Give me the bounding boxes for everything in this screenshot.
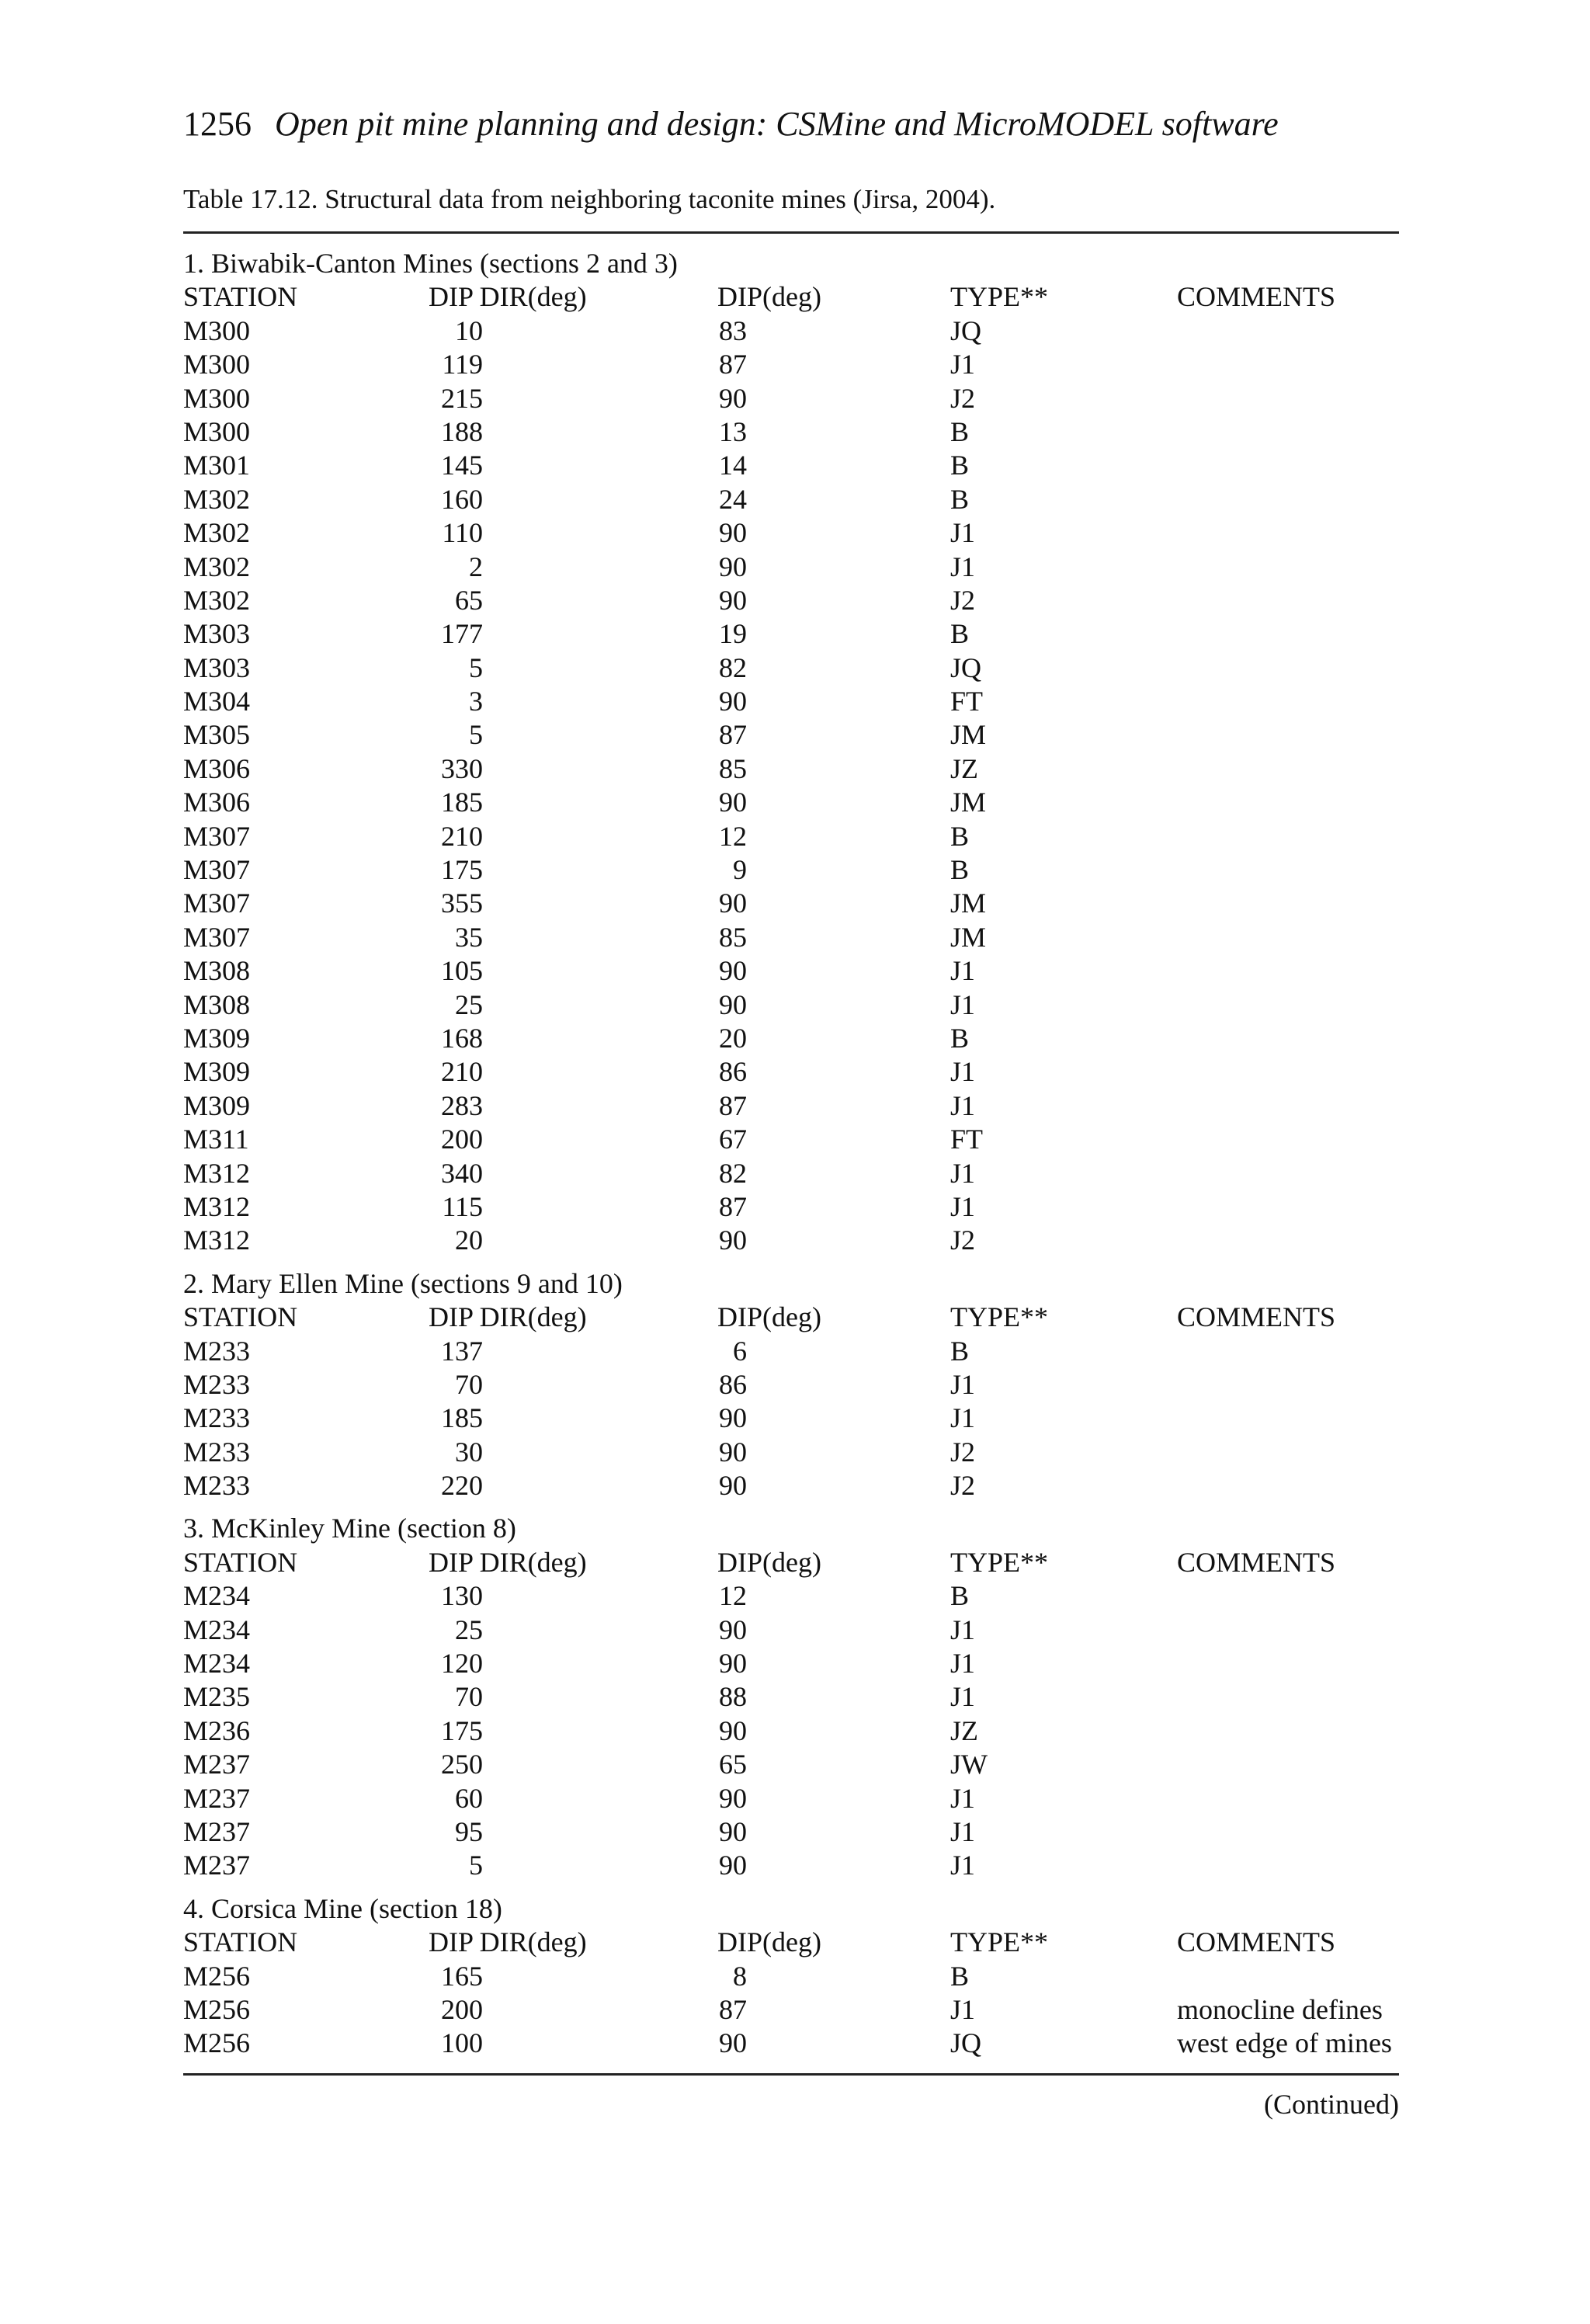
cell-dip-dir: 100: [441, 2027, 483, 2059]
cell-station: M234: [183, 1648, 251, 1680]
table-row: [183, 1782, 1399, 1815]
table-row: [183, 1748, 1399, 1781]
cell-dip-dir: 5: [469, 1850, 483, 1881]
cell-type: JQ: [950, 651, 982, 683]
cell-dip-dir: 177: [441, 618, 483, 650]
cell-dip: 90: [719, 1402, 747, 1434]
cell-dip: 67: [719, 1124, 747, 1155]
section-title: 4. Corsica Mine (section 18): [183, 1892, 502, 1924]
section-title: 1. Biwabik-Canton Mines (sections 2 and 3): [183, 248, 678, 279]
column-header-dip-dir: DIP DIR(deg): [429, 1301, 587, 1333]
cell-comments: west edge of mines: [1177, 2027, 1392, 2059]
table-row: [183, 1157, 1399, 1190]
table-row: [183, 1614, 1399, 1647]
cell-type: B: [950, 415, 970, 447]
cell-type: FT: [950, 686, 984, 717]
cell-type: J1: [950, 1614, 976, 1645]
cell-station: M307: [183, 888, 251, 919]
cell-dip: 90: [719, 1436, 747, 1468]
cell-station: M306: [183, 752, 251, 784]
cell-station: M233: [183, 1402, 251, 1434]
cell-dip: 65: [719, 1749, 747, 1780]
cell-type: J1: [950, 1782, 976, 1814]
cell-type: J1: [950, 988, 976, 1020]
column-header-type: TYPE**: [950, 1926, 1048, 1958]
cell-type: J1: [950, 1402, 976, 1434]
cell-type: J1: [950, 1681, 976, 1713]
cell-dip-dir: 105: [441, 955, 483, 987]
column-header-station: STATION: [183, 1926, 298, 1958]
table-row: [183, 584, 1399, 617]
table-row: [183, 1123, 1399, 1156]
cell-dip: 83: [719, 314, 747, 346]
cell-type: B: [950, 1335, 970, 1367]
cell-dip-dir: 5: [469, 651, 483, 683]
cell-type: JZ: [950, 1714, 978, 1746]
cell-dip: 87: [719, 1993, 747, 2025]
cell-dip-dir: 145: [441, 450, 483, 481]
cell-station: M302: [183, 584, 251, 616]
cell-station: M256: [183, 2027, 251, 2059]
table-row: [183, 820, 1399, 853]
cell-dip: 90: [719, 888, 747, 919]
cell-type: B: [950, 483, 970, 515]
table-row: [183, 954, 1399, 988]
column-header-dip: DIP(deg): [717, 281, 821, 313]
table-row: [183, 2027, 1399, 2060]
table-row: [183, 551, 1399, 584]
column-header-dip: DIP(deg): [717, 1301, 821, 1333]
cell-dip-dir: 20: [455, 1225, 483, 1256]
cell-station: M300: [183, 415, 251, 447]
cell-dip-dir: 283: [441, 1089, 483, 1121]
table-row: [183, 1960, 1399, 1993]
cell-station: M307: [183, 854, 251, 886]
table-row: [183, 1436, 1399, 1469]
cell-dip-dir: 330: [441, 752, 483, 784]
column-header-type: TYPE**: [950, 281, 1048, 313]
cell-station: M233: [183, 1335, 251, 1367]
column-header-comments: COMMENTS: [1177, 1546, 1336, 1578]
cell-station: M256: [183, 1993, 251, 2025]
cell-station: M237: [183, 1749, 251, 1780]
cell-type: FT: [950, 1124, 984, 1155]
cell-dip-dir: 60: [455, 1782, 483, 1814]
cell-dip: 90: [719, 382, 747, 414]
cell-dip-dir: 130: [441, 1580, 483, 1612]
cell-dip-dir: 355: [441, 888, 483, 919]
table-row: [183, 415, 1399, 449]
column-header-type: TYPE**: [950, 1301, 1048, 1333]
cell-type: J1: [950, 1157, 976, 1189]
cell-station: M302: [183, 517, 251, 549]
cell-dip: 85: [719, 921, 747, 953]
cell-dip-dir: 185: [441, 787, 483, 818]
cell-dip: 87: [719, 1190, 747, 1222]
table-row: [183, 1815, 1399, 1849]
cell-type: JQ: [950, 2027, 982, 2059]
cell-dip: 24: [719, 483, 747, 515]
cell-station: M301: [183, 450, 251, 481]
cell-type: J2: [950, 1470, 976, 1502]
cell-station: M307: [183, 820, 251, 852]
cell-dip: 90: [719, 1225, 747, 1256]
table-section: [183, 247, 1399, 1258]
cell-dip-dir: 70: [455, 1368, 483, 1400]
cell-station: M300: [183, 314, 251, 346]
cell-type: B: [950, 1580, 970, 1612]
cell-dip-dir: 220: [441, 1470, 483, 1502]
cell-dip: 12: [719, 1580, 747, 1612]
cell-comments: monocline defines: [1177, 1993, 1383, 2025]
table-row: [183, 382, 1399, 415]
cell-dip-dir: 185: [441, 1402, 483, 1434]
cell-type: JM: [950, 719, 987, 751]
cell-station: M312: [183, 1225, 251, 1256]
cell-dip: 90: [719, 584, 747, 616]
cell-type: B: [950, 1022, 970, 1054]
table-row: [183, 449, 1399, 482]
column-header-dip-dir: DIP DIR(deg): [429, 1546, 587, 1578]
cell-dip: 14: [719, 450, 747, 481]
cell-dip-dir: 70: [455, 1681, 483, 1713]
cell-dip-dir: 2: [469, 551, 483, 582]
cell-dip-dir: 25: [455, 1614, 483, 1645]
table-row: [183, 1089, 1399, 1123]
cell-dip-dir: 35: [455, 921, 483, 953]
table-row: [183, 314, 1399, 348]
cell-dip-dir: 137: [441, 1335, 483, 1367]
cell-station: M306: [183, 787, 251, 818]
cell-station: M309: [183, 1089, 251, 1121]
cell-station: M300: [183, 382, 251, 414]
table-section: [183, 1892, 1399, 2061]
cell-dip: 90: [719, 686, 747, 717]
cell-dip: 90: [719, 1470, 747, 1502]
table-row: [183, 718, 1399, 752]
column-header-dip-dir: DIP DIR(deg): [429, 281, 587, 313]
table-row: [183, 887, 1399, 920]
cell-type: JQ: [950, 314, 982, 346]
running-head: [183, 101, 1279, 148]
cell-dip: 88: [719, 1681, 747, 1713]
cell-dip: 87: [719, 719, 747, 751]
cell-dip-dir: 110: [442, 517, 483, 549]
cell-station: M303: [183, 651, 251, 683]
cell-dip: 90: [719, 988, 747, 1020]
cell-dip: 85: [719, 752, 747, 784]
table-row: [183, 1714, 1399, 1748]
cell-type: JW: [950, 1749, 988, 1780]
cell-dip-dir: 200: [441, 1993, 483, 2025]
cell-station: M305: [183, 719, 251, 751]
cell-dip: 87: [719, 1089, 747, 1121]
cell-station: M309: [183, 1056, 251, 1088]
cell-station: M304: [183, 686, 251, 717]
cell-station: M237: [183, 1782, 251, 1814]
cell-type: J1: [950, 1089, 976, 1121]
cell-station: M312: [183, 1190, 251, 1222]
cell-type: J2: [950, 382, 976, 414]
cell-dip: 90: [719, 1850, 747, 1881]
cell-type: JZ: [950, 752, 978, 784]
cell-type: B: [950, 1960, 970, 1992]
cell-type: J1: [950, 1648, 976, 1680]
cell-type: J1: [950, 1056, 976, 1088]
page-number: 1256: [183, 105, 252, 143]
cell-type: B: [950, 450, 970, 481]
cell-station: M307: [183, 921, 251, 953]
cell-dip: 13: [719, 415, 747, 447]
cell-type: J1: [950, 1993, 976, 2025]
cell-dip-dir: 115: [442, 1190, 483, 1222]
table-row: [183, 1022, 1399, 1055]
column-header-row: [183, 1926, 1399, 1959]
cell-dip-dir: 160: [441, 483, 483, 515]
cell-dip: 90: [719, 1714, 747, 1746]
column-header-comments: COMMENTS: [1177, 1926, 1336, 1958]
cell-station: M233: [183, 1470, 251, 1502]
section-title: 3. McKinley Mine (section 8): [183, 1513, 516, 1544]
cell-station: M233: [183, 1368, 251, 1400]
table-row: [183, 651, 1399, 685]
cell-dip: 90: [719, 955, 747, 987]
cell-dip: 82: [719, 651, 747, 683]
column-header-row: [183, 1301, 1399, 1334]
column-header-type: TYPE**: [950, 1546, 1048, 1578]
cell-type: J2: [950, 584, 976, 616]
cell-dip: 90: [719, 1648, 747, 1680]
cell-station: M234: [183, 1614, 251, 1645]
table-row: [183, 1647, 1399, 1680]
table-row: [183, 348, 1399, 381]
cell-station: M302: [183, 483, 251, 515]
table-row: [183, 988, 1399, 1022]
cell-station: M235: [183, 1681, 251, 1713]
cell-dip-dir: 119: [442, 349, 483, 380]
cell-type: J1: [950, 955, 976, 987]
cell-type: J1: [950, 517, 976, 549]
cell-dip: 20: [719, 1022, 747, 1054]
table-row: [183, 1055, 1399, 1089]
table-section: [183, 1267, 1399, 1503]
cell-dip-dir: 175: [441, 854, 483, 886]
table-caption: Table 17.12. Structural data from neighboring taconite mines (Jirsa, 2004).: [183, 184, 996, 214]
cell-dip: 90: [719, 517, 747, 549]
cell-station: M237: [183, 1815, 251, 1847]
column-header-dip-dir: DIP DIR(deg): [429, 1926, 587, 1958]
cell-station: M300: [183, 349, 251, 380]
table-row: [183, 617, 1399, 651]
cell-dip: 90: [719, 1614, 747, 1645]
cell-dip: 87: [719, 349, 747, 380]
column-header-station: STATION: [183, 281, 298, 313]
cell-station: M309: [183, 1022, 251, 1054]
cell-dip-dir: 65: [455, 584, 483, 616]
cell-type: J1: [950, 1815, 976, 1847]
cell-station: M308: [183, 955, 251, 987]
cell-dip: 8: [733, 1960, 747, 1992]
column-header-station: STATION: [183, 1546, 298, 1578]
table-row: [183, 516, 1399, 550]
cell-dip-dir: 210: [441, 1056, 483, 1088]
cell-dip-dir: 215: [441, 382, 483, 414]
cell-dip-dir: 168: [441, 1022, 483, 1054]
table-row: [183, 1469, 1399, 1502]
cell-dip: 90: [719, 1782, 747, 1814]
table-bottom-rule: [183, 2073, 1399, 2076]
cell-station: M234: [183, 1580, 251, 1612]
table-row: [183, 685, 1399, 718]
column-header-dip: DIP(deg): [717, 1546, 821, 1578]
book-title: Open pit mine planning and design: CSMine and MicroMODEL software: [275, 105, 1279, 143]
cell-dip: 12: [719, 820, 747, 852]
table-section: [183, 1512, 1399, 1882]
continued-note: (Continued): [1264, 2089, 1399, 2120]
cell-station: M312: [183, 1157, 251, 1189]
cell-dip-dir: 200: [441, 1124, 483, 1155]
cell-dip-dir: 120: [441, 1648, 483, 1680]
cell-dip: 9: [733, 854, 747, 886]
table-row: [183, 1368, 1399, 1402]
cell-dip: 90: [719, 787, 747, 818]
cell-type: JM: [950, 888, 987, 919]
cell-dip-dir: 95: [455, 1815, 483, 1847]
column-header-row: [183, 1546, 1399, 1579]
table-row: [183, 1993, 1399, 2027]
cell-dip-dir: 188: [441, 415, 483, 447]
cell-dip-dir: 175: [441, 1714, 483, 1746]
cell-type: JM: [950, 787, 987, 818]
cell-dip: 86: [719, 1056, 747, 1088]
cell-type: J1: [950, 349, 976, 380]
table-top-rule: [183, 231, 1399, 234]
cell-type: JM: [950, 921, 987, 953]
cell-dip: 90: [719, 1815, 747, 1847]
table-row: [183, 1224, 1399, 1257]
cell-dip-dir: 30: [455, 1436, 483, 1468]
section-title: 2. Mary Ellen Mine (sections 9 and 10): [183, 1267, 623, 1299]
cell-station: M233: [183, 1436, 251, 1468]
cell-station: M308: [183, 988, 251, 1020]
table-row: [183, 1190, 1399, 1224]
cell-station: M302: [183, 551, 251, 582]
cell-type: B: [950, 618, 970, 650]
table-row: [183, 786, 1399, 819]
cell-dip-dir: 25: [455, 988, 483, 1020]
cell-type: B: [950, 820, 970, 852]
cell-dip-dir: 10: [455, 314, 483, 346]
column-header-comments: COMMENTS: [1177, 1301, 1336, 1333]
cell-type: J2: [950, 1436, 976, 1468]
cell-type: J1: [950, 1850, 976, 1881]
structural-data-table: [183, 247, 1399, 2061]
cell-dip: 86: [719, 1368, 747, 1400]
cell-station: M236: [183, 1714, 251, 1746]
column-header-dip: DIP(deg): [717, 1926, 821, 1958]
cell-dip: 82: [719, 1157, 747, 1189]
cell-dip: 90: [719, 551, 747, 582]
cell-dip: 90: [719, 2027, 747, 2059]
table-row: [183, 1402, 1399, 1435]
cell-type: J1: [950, 1190, 976, 1222]
table-row: [183, 853, 1399, 887]
cell-dip-dir: 250: [441, 1749, 483, 1780]
table-row: [183, 1849, 1399, 1882]
cell-dip-dir: 5: [469, 719, 483, 751]
cell-dip-dir: 3: [469, 686, 483, 717]
cell-type: J1: [950, 1368, 976, 1400]
table-row: [183, 752, 1399, 786]
column-header-station: STATION: [183, 1301, 298, 1333]
table-row: [183, 1680, 1399, 1714]
cell-station: M311: [183, 1124, 249, 1155]
cell-dip-dir: 210: [441, 820, 483, 852]
table-row: [183, 1579, 1399, 1613]
cell-type: B: [950, 854, 970, 886]
cell-dip: 6: [733, 1335, 747, 1367]
cell-type: J2: [950, 1225, 976, 1256]
column-header-row: [183, 280, 1399, 314]
cell-dip-dir: 340: [441, 1157, 483, 1189]
cell-dip-dir: 165: [441, 1960, 483, 1992]
cell-type: J1: [950, 551, 976, 582]
cell-station: M237: [183, 1850, 251, 1881]
table-row: [183, 1335, 1399, 1368]
table-row: [183, 921, 1399, 954]
cell-station: M303: [183, 618, 251, 650]
cell-station: M256: [183, 1960, 251, 1992]
cell-dip: 19: [719, 618, 747, 650]
column-header-comments: COMMENTS: [1177, 281, 1336, 313]
table-row: [183, 483, 1399, 516]
